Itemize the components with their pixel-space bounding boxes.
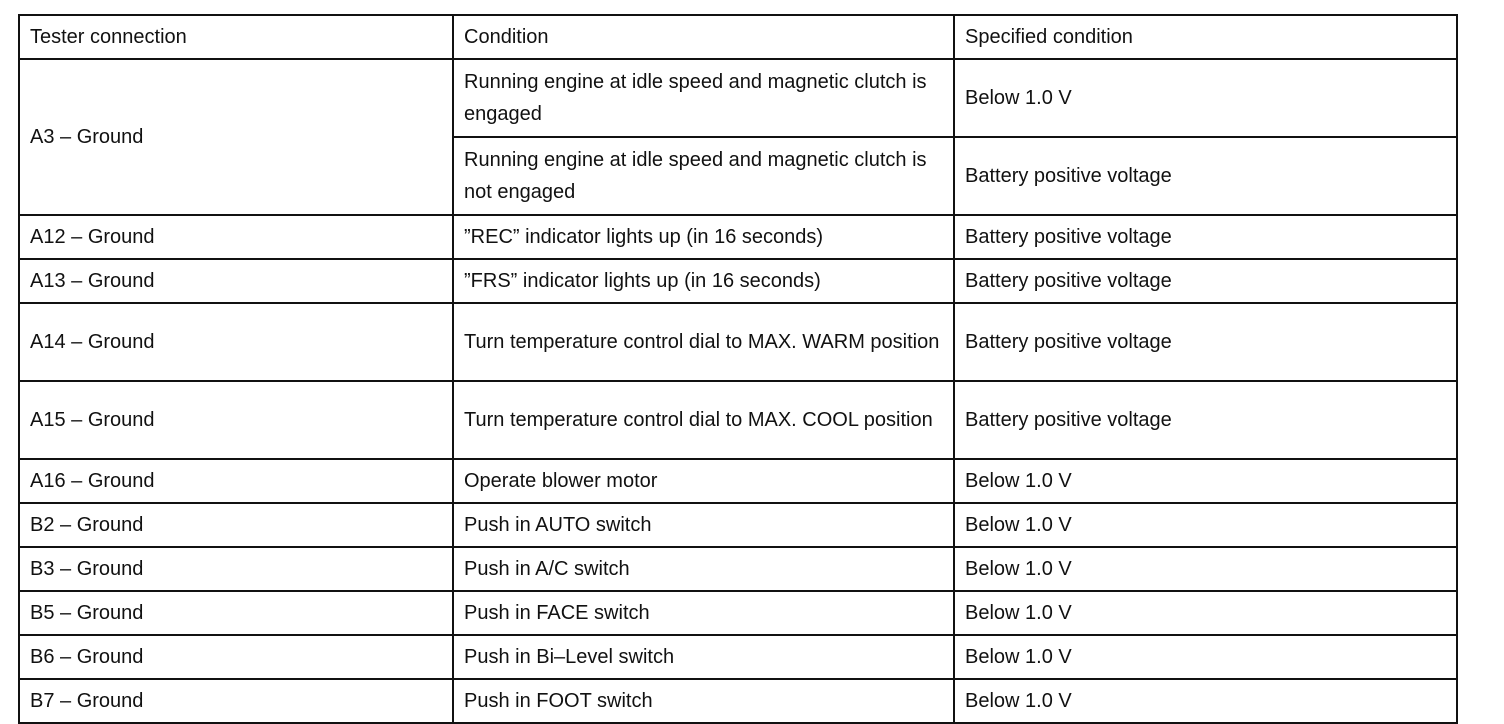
cell-condition: Push in A/C switch bbox=[453, 547, 954, 591]
table-row bbox=[19, 503, 1457, 547]
cell-tester-connection: B6 – Ground bbox=[19, 635, 453, 679]
cell-condition: Running engine at idle speed and magnetic clutch is not engaged bbox=[453, 137, 954, 215]
cell-specified-condition: Below 1.0 V bbox=[954, 503, 1457, 547]
cell-condition: Push in Bi–Level switch bbox=[453, 635, 954, 679]
header-tester-connection: Tester connection bbox=[19, 15, 453, 59]
cell-specified-condition: Below 1.0 V bbox=[954, 459, 1457, 503]
cell-tester-connection: B7 – Ground bbox=[19, 679, 453, 723]
cell-specified-condition: Battery positive voltage bbox=[954, 381, 1457, 459]
cell-tester-connection: B3 – Ground bbox=[19, 547, 453, 591]
specification-table bbox=[18, 14, 1458, 724]
cell-condition: Operate blower motor bbox=[453, 459, 954, 503]
cell-specified-condition: Below 1.0 V bbox=[954, 635, 1457, 679]
header-specified-condition: Specified condition bbox=[954, 15, 1457, 59]
cell-condition: Push in FOOT switch bbox=[453, 679, 954, 723]
table-row bbox=[19, 303, 1457, 381]
table-row bbox=[19, 381, 1457, 459]
cell-specified-condition: Below 1.0 V bbox=[954, 547, 1457, 591]
table-row bbox=[19, 259, 1457, 303]
cell-specified-condition: Below 1.0 V bbox=[954, 679, 1457, 723]
cell-condition: ”FRS” indicator lights up (in 16 seconds) bbox=[453, 259, 954, 303]
cell-condition: Turn temperature control dial to MAX. COOL position bbox=[453, 381, 954, 459]
table-header-row bbox=[19, 15, 1457, 59]
cell-specified-condition: Battery positive voltage bbox=[954, 303, 1457, 381]
cell-tester-connection: A3 – Ground bbox=[19, 59, 453, 215]
table-row bbox=[19, 547, 1457, 591]
cell-specified-condition: Below 1.0 V bbox=[954, 59, 1457, 137]
cell-specified-condition: Battery positive voltage bbox=[954, 215, 1457, 259]
cell-specified-condition: Battery positive voltage bbox=[954, 137, 1457, 215]
cell-specified-condition: Below 1.0 V bbox=[954, 591, 1457, 635]
cell-tester-connection: A12 – Ground bbox=[19, 215, 453, 259]
header-condition: Condition bbox=[453, 15, 954, 59]
table-row bbox=[19, 679, 1457, 723]
cell-condition: Running engine at idle speed and magnetic clutch is engaged bbox=[453, 59, 954, 137]
cell-condition: Push in AUTO switch bbox=[453, 503, 954, 547]
cell-tester-connection: A14 – Ground bbox=[19, 303, 453, 381]
cell-tester-connection: B2 – Ground bbox=[19, 503, 453, 547]
cell-condition: Push in FACE switch bbox=[453, 591, 954, 635]
table-row bbox=[19, 591, 1457, 635]
table-row bbox=[19, 59, 1457, 137]
cell-condition: ”REC” indicator lights up (in 16 seconds) bbox=[453, 215, 954, 259]
cell-condition: Turn temperature control dial to MAX. WARM position bbox=[453, 303, 954, 381]
table-row bbox=[19, 459, 1457, 503]
cell-tester-connection: A13 – Ground bbox=[19, 259, 453, 303]
cell-tester-connection: B5 – Ground bbox=[19, 591, 453, 635]
table-row bbox=[19, 635, 1457, 679]
cell-tester-connection: A15 – Ground bbox=[19, 381, 453, 459]
cell-specified-condition: Battery positive voltage bbox=[954, 259, 1457, 303]
cell-tester-connection: A16 – Ground bbox=[19, 459, 453, 503]
table-row bbox=[19, 215, 1457, 259]
